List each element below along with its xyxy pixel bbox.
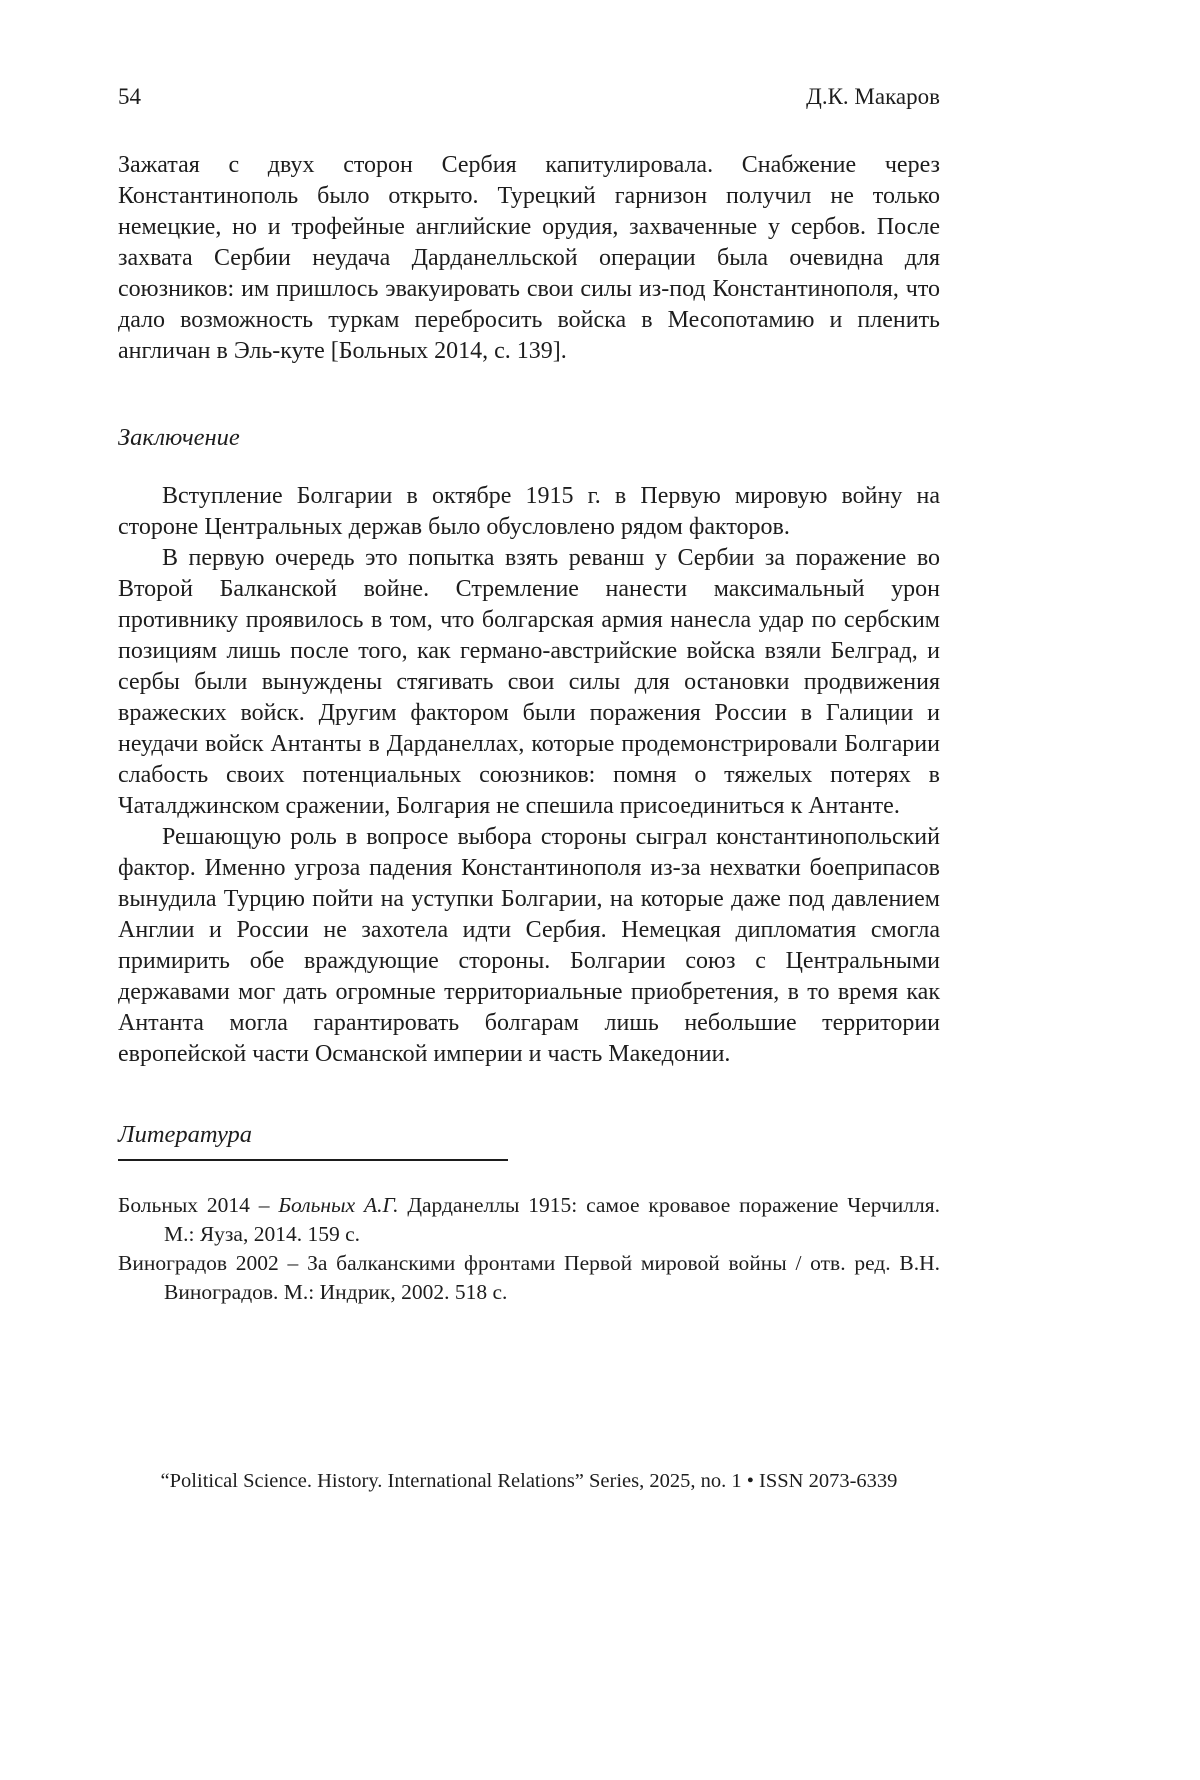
reference-entry-vinogradov xyxy=(118,1249,940,1307)
reference-label: Виноградов 2002 – xyxy=(118,1251,308,1275)
page-number: 54 xyxy=(118,84,141,109)
page-header xyxy=(118,82,940,112)
literature-heading-wrap xyxy=(118,1120,508,1161)
journal-footer-text: “Political Science. History. International Relations” Series, 2025, no. 1 • ISSN 2073-6339 xyxy=(160,1470,898,1492)
conclusion-paragraph-2: В первую очередь это попытка взять реванш у Сербии за поражение во Второй Балканской войне. Стремление нанести максимальный урон противнику проявилось в том, что болгарская армия нанесла удар по сербским позициям лишь после того, как германо-австрийские войска взяли Белград, и сербы были вынуждены стягивать свои силы для остановки продвижения вражеских войск. Другим фактором были поражения России в Галиции и неудачи войск Антанты в Дарданеллах, которые продемонстрировали Болгарии слабость своих потенциальных союзников: помня о тяжелых потерях в Чаталджинском сражении, Болгария не спешила присоединиться к Антанте. xyxy=(118,545,940,819)
section-heading-literature: Литература xyxy=(118,1121,253,1148)
conclusion-paragraph-1: Вступление Болгарии в октябре 1915 г. в Первую мировую войну на стороне Центральных держав было обусловлено рядом факторов. xyxy=(118,483,940,540)
intro-paragraph: Зажатая с двух сторон Сербия капитулировала. Снабжение через Константинополь было открыто. Турецкий гарнизон получил не только немецкие, но и трофейные английские орудия, захваченные у сербов. После захвата Сербии неудача Дарданелльской операции была очевидна для союзников: им пришлось эвакуировать свои силы из-под Константинополя, что дало возможность туркам перебросить войска в Месопотамию и пленить англичан в Эль-куте [Больных 2014, с. 139]. xyxy=(118,152,940,364)
conclusion-heading-wrap xyxy=(118,423,940,453)
reference-entry-bolnykh xyxy=(118,1191,940,1249)
conclusion-paragraph-3: Решающую роль в вопросе выбора стороны сыграл константинопольский фактор. Именно угроза падения Константинополя из-за нехватки боеприпасов вынудила Турцию пойти на уступки Болгарии, на которые даже под давлением Англии и России не захотела идти Сербия. Немецкая дипломатия смогла примирить обе враждующие стороны. Болгарии союз с Центральными державами мог дать огромные территориальные приобретения, в то время как Антанта могла гарантировать болгарам лишь небольшие территории европейской части Османской империи и часть Македонии. xyxy=(118,824,940,1067)
reference-list xyxy=(118,1191,940,1307)
reference-text: Дарданеллы 1915: самое кровавое поражение Черчилля. М.: Яуза, 2014. 159 с. xyxy=(164,1193,940,1246)
running-head-author: Д.К. Макаров xyxy=(806,84,940,109)
page-footer xyxy=(118,1468,940,1494)
section-heading-conclusion: Заключение xyxy=(118,424,240,451)
reference-label: Больных 2014 – xyxy=(118,1193,279,1217)
reference-author-italic: Больных А.Г. xyxy=(278,1193,399,1217)
reference-text: За балканскими фронтами Первой мировой войны / отв. ред. В.Н. Виноградов. М.: Индрик, 2002. 518 с. xyxy=(164,1251,941,1304)
